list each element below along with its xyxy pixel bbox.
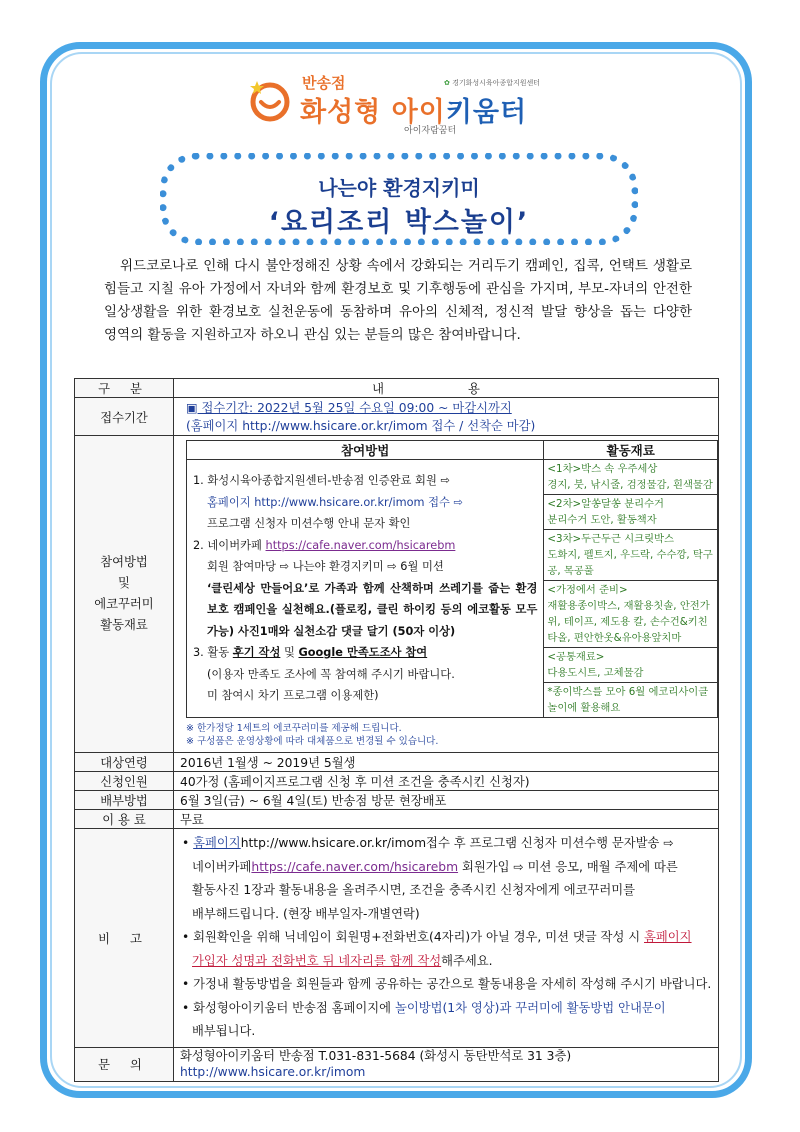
row-remarks [75, 829, 719, 1048]
info-table [74, 378, 719, 1082]
distribution-value: 6월 3일(금) ~ 6월 4일(토) 반송점 방문 현장배포 [174, 791, 719, 810]
row-age [75, 753, 719, 772]
inner-header-steps: 참여방법 [187, 441, 544, 460]
remark-3: • 가정내 활동방법을 회원들과 함께 공유하는 공간으로 활동내용을 자세히 작성해 주시기 바랍니다. [182, 977, 712, 991]
logo-subtitle: 아이자람꿈터 [404, 126, 457, 136]
receipt-period: ▣ 접수기간: 2022년 5월 25일 수요일 09:00 ~ 마감시까지 [186, 400, 512, 415]
intro-paragraph: 위드코로나로 인해 다시 불안정해진 상황 속에서 강화되는 거리두기 캠페인, 집콕, 언택트 생활로 힘들고 지칠 유아 가정에서 자녀와 함께 환경보호 및 기후행동에 관심을 가지며, 부모-자녀의 안전한 일상생활을 위한 환경보호 실천운동에 동참하며 유아의 신체적, 정신적 발달 향상을 돕는 다양한 영역의 활동을 지원하고자 하오니 관심 있는 분들의 많은 참여바랍니다. [104, 258, 692, 343]
contact-address: 화성형아이키움터 반송점 T.031-831-5684 (화성시 동탄반석로 31 3층) [180, 1049, 572, 1063]
material-1: <1차>박스 속 우주세상 경지, 붓, 낚시줄, 검정물감, 흰색물감 [544, 460, 717, 495]
remark-1: • 홈페이지http://www.hsicare.or.kr/imom접수 후 프로그램 신청자 미션수행 문자발송 ⇨ 네이버카페https://cafe.naver.com/hsicarebm 회원가입 ⇨ 미션 응모, 매월 주제에 따른 활동사진 1장과 활동내용을 올려주시면, 조건을 충족시킨 신청자에게 에코꾸러미를 배부해드립니다. (현장 배부일자-개별연락) [182, 836, 678, 921]
remark-2: • 회원확인을 위해 닉네임이 회원명+전화번호(4자리)가 아닐 경우, 미션 댓글 작성 시 홈페이지 가입자 성명과 전화번호 뒤 네자리를 함께 작성해주세요. [182, 930, 692, 968]
label-contact: 문 의 [75, 1047, 174, 1081]
center-logo: ✿ 경기화성시육아종합지원센터 [444, 79, 541, 87]
inner-header-materials: 활동재료 [544, 441, 718, 460]
row-distribution [75, 791, 719, 810]
method-content [174, 436, 719, 753]
row-receipt [75, 398, 719, 436]
header-category: 구 분 [75, 379, 174, 398]
table-header-row [75, 379, 719, 398]
material-common: <공통재료> 다용도시트, 고체물감 [544, 648, 717, 683]
material-3: <3차>두근두근 시크릿박스 도화지, 펠트지, 우드락, 수수깡, 탁구공, 목공풀 [544, 530, 717, 581]
remarks-list [180, 832, 712, 1044]
logo-name: 화성형 아이키움터 [300, 97, 528, 128]
remarks-content [174, 829, 719, 1048]
steps-cell: 1. 화성시육아종합지원센터-반송점 인증완료 회원 ⇨ 홈페이지 http://www.hsicare.or.kr/imom 접수 ⇨ 프로그램 신청자 미션수행 안내 문자 확인 2. 네이버카페 https://cafe.naver.com/hsicarebm 회원 참여마당 ⇨ 나는야 환경지키미 ⇨ 6월 미션 ‘클린세상 만들어요’로 가족과 함께 산책하며 쓰레기를 줍는 환경보호 캠페인을 실천해요.(플로킹, 클린 하이킹 등의 에코활동 모두가능) 사진1매와 실천소감 댓글 달기 (50자 이상) 3. 활동 후기 작성 및 Google 만족도조사 참여 (이용자 만족도 조사에 꼭 참여해 주시기 바랍니다. 미 참여시 차기 프로그램 이용제한) [187, 460, 544, 718]
label-remarks: 비 고 [75, 829, 174, 1048]
row-method [75, 436, 719, 753]
label-age: 대상연령 [75, 753, 174, 772]
label-method: 참여방법 및 에코꾸러미 활동재료 [75, 436, 174, 753]
contact-homepage-link[interactable]: http://www.hsicare.or.kr/imom [180, 1065, 366, 1079]
material-note: *종이박스를 모아 6월 에코리사이클 놀이에 활용해요 [547, 686, 709, 714]
remark-4: • 화성형아이키움터 반송점 홈페이지에 놀이방법(1차 영상)과 꾸러미에 활동방법 안내문이 배부됩니다. [182, 1000, 666, 1038]
row-contact [75, 1047, 719, 1081]
label-receipt: 접수기간 [75, 398, 174, 436]
remark-cafe-link[interactable]: https://cafe.naver.com/hsicarebm [251, 859, 459, 874]
materials-cell [544, 460, 718, 718]
count-value: 40가정 (홈페이지프로그램 신청 후 미션 조건을 충족시킨 신청자) [174, 772, 719, 791]
material-2: <2차>알쏭달쏭 분리수거 분리수거 도안, 활동책자 [544, 495, 717, 530]
logo-branch: 반송점 [302, 74, 346, 92]
header-content: 내 용 [174, 379, 719, 398]
label-distribution: 배부방법 [75, 791, 174, 810]
title-line1: 나는야 환경지키미 [318, 176, 480, 200]
method-notes: ※ 한가정당 1세트의 에코꾸러미를 제공해 드립니다. ※ 구성품은 운영상황에 따라 대체품으로 변경될 수 있습니다. [186, 723, 439, 747]
material-home: <가정에서 준비> 재활용종이박스, 재활용칫솔, 안전가위, 테이프, 제도용 칼, 손수건&키친타올, 편안한옷&유아용앞치마 [544, 581, 717, 648]
age-value: 2016년 1월생 ~ 2019년 5월생 [174, 753, 719, 772]
receipt-homepage: (홈페이지 http://www.hsicare.or.kr/imom 접수 / 선착순 마감) [186, 418, 536, 433]
row-fee [75, 810, 719, 829]
title-bubble [160, 153, 638, 245]
method-inner-table [186, 440, 718, 718]
smile-logo-icon [248, 78, 292, 122]
step2-cafe-link[interactable]: https://cafe.naver.com/hsicarebm [265, 538, 456, 552]
receipt-content [174, 398, 719, 436]
logo [248, 70, 558, 136]
step1-homepage-link[interactable]: 홈페이지 http://www.hsicare.or.kr/imom 접수 ⇨ [207, 495, 464, 509]
fee-value: 무료 [174, 810, 719, 829]
row-count [75, 772, 719, 791]
label-fee: 이 용 료 [75, 810, 174, 829]
title-line2: ‘요리조리 박스놀이’ [268, 207, 530, 238]
label-count: 신청인원 [75, 772, 174, 791]
contact-content [174, 1047, 719, 1081]
